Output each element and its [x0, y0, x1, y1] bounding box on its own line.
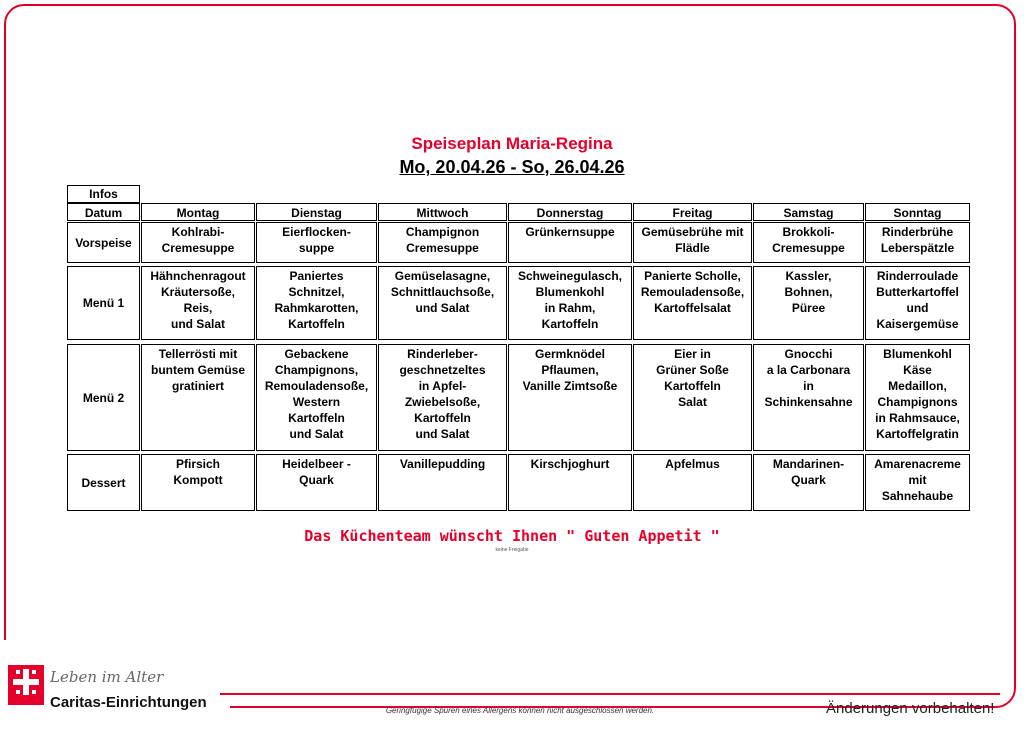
- menu-cell: [378, 454, 507, 511]
- cell-line: Eier in: [674, 347, 711, 361]
- menu-cell: [508, 344, 632, 451]
- slogan: Leben im Alter: [50, 668, 164, 686]
- cell-line: Tellerrösti mit: [158, 347, 238, 361]
- cell-line: Apfelmus: [665, 457, 720, 471]
- caritas-logo-icon: [8, 665, 44, 705]
- cell-line: Grüner Soße: [656, 363, 729, 377]
- menu-cell: [508, 454, 632, 511]
- menu-cell: [141, 344, 255, 451]
- cell-line: Quark: [791, 473, 826, 487]
- cell-line: und Salat: [415, 301, 470, 315]
- menu-cell: [256, 344, 377, 451]
- cell-line: und Salat: [415, 427, 470, 441]
- menu-cell: [378, 344, 507, 451]
- cell-line: Western: [292, 395, 341, 409]
- cell-line: a la Carbonara: [766, 363, 851, 377]
- row-label: Vorspeise: [67, 222, 140, 263]
- menu-cell: [378, 266, 507, 340]
- cell-line: und Salat: [170, 317, 225, 331]
- menu-cell: [256, 222, 377, 263]
- day-header-samstag: Samstag: [753, 203, 864, 221]
- cell-line: Panierte Scholle,: [644, 269, 741, 283]
- cell-line: in: [803, 379, 814, 393]
- cell-line: Kartoffeln: [414, 411, 471, 425]
- day-header-dienstag: Dienstag: [256, 203, 377, 221]
- cell-line: Kohlrabi-: [171, 225, 225, 239]
- date-header: Datum: [67, 203, 140, 221]
- cell-line: Kirschjoghurt: [530, 457, 610, 471]
- cell-line: Rinderbrühe: [881, 225, 954, 239]
- menu-cell: [753, 222, 864, 263]
- menu-cell: [865, 344, 970, 451]
- cell-line: Reis,: [183, 301, 213, 315]
- menu-cell: [633, 344, 752, 451]
- cell-line: Pflaumen,: [541, 363, 599, 377]
- small-note: keine Freigabe: [495, 547, 529, 553]
- cell-line: Schnittlauchsoße,: [390, 285, 495, 299]
- cell-line: buntem Gemüse: [150, 363, 246, 377]
- cell-line: Rahmkarotten,: [274, 301, 359, 315]
- cell-line: Gnocchi: [784, 347, 833, 361]
- cell-line: Gebackene: [284, 347, 349, 361]
- cell-line: Salat: [678, 395, 707, 409]
- menu-cell: [378, 222, 507, 263]
- cell-line: Gemüselasagne,: [394, 269, 491, 283]
- cell-line: Gemüsebrühe mit: [641, 225, 744, 239]
- infos-label: Infos: [67, 185, 140, 203]
- cell-line: Käse: [903, 363, 932, 377]
- cell-line: Kassler,: [785, 269, 832, 283]
- greeting: Das Küchenteam wünscht Ihnen " Guten Appetit ": [304, 527, 720, 545]
- menu-cell: [865, 266, 970, 340]
- cell-line: Cremesuppe: [772, 241, 845, 255]
- menu-cell: [753, 454, 864, 511]
- allergen-note: Geringfügige Spuren eines Allergens können nicht ausgeschlossen werden.: [385, 706, 655, 715]
- cell-line: Vanillepudding: [399, 457, 486, 471]
- day-header-montag: Montag: [141, 203, 255, 221]
- cell-line: Grünkernsuppe: [525, 225, 615, 239]
- menu-cell: [865, 222, 970, 263]
- row-label: Dessert: [67, 454, 140, 511]
- menu-cell: [256, 266, 377, 340]
- cell-line: Mandarinen-: [772, 457, 845, 471]
- day-header-mittwoch: Mittwoch: [378, 203, 507, 221]
- frame-bottom-line: [220, 693, 1000, 695]
- cell-line: Schweinegulasch,: [517, 269, 623, 283]
- menu-cell: [508, 222, 632, 263]
- week-dates: Mo, 20.04.26 - So, 26.04.26: [399, 157, 625, 177]
- cell-line: Schinkensahne: [764, 395, 853, 409]
- brand-name: Caritas-Einrichtungen: [50, 694, 207, 711]
- menu-cell: [753, 266, 864, 340]
- cell-line: Brokkoli-: [782, 225, 835, 239]
- cell-line: Germknödel: [534, 347, 606, 361]
- cell-line: in Rahm,: [544, 301, 596, 315]
- cell-line: gratiniert: [171, 379, 224, 393]
- cell-line: Quark: [299, 473, 334, 487]
- day-header-donnerstag: Donnerstag: [508, 203, 632, 221]
- cell-line: Medaillon,: [888, 379, 947, 393]
- day-header-sonntag: Sonntag: [865, 203, 970, 221]
- menu-cell: [753, 344, 864, 451]
- menu-cell: [508, 266, 632, 340]
- cell-line: Kartoffeln: [288, 317, 345, 331]
- cell-line: Champignon: [405, 225, 480, 239]
- changes-note: Änderungen vorbehalten!: [826, 700, 995, 717]
- cell-line: Eierflocken-: [282, 225, 351, 239]
- cell-line: suppe: [298, 241, 335, 255]
- cell-line: Rinderroulade: [876, 269, 959, 283]
- row-label: Menü 1: [67, 266, 140, 340]
- menu-cell: [865, 454, 970, 511]
- cell-line: Püree: [791, 301, 826, 315]
- cell-line: Heidelbeer -: [282, 457, 351, 471]
- cell-line: Blumenkohl: [883, 347, 952, 361]
- menu-cell: [256, 454, 377, 511]
- cell-line: Sahnehaube: [881, 489, 954, 503]
- cell-line: Remouladensoße,: [640, 285, 745, 299]
- menu-cell: [633, 222, 752, 263]
- cell-line: mit: [908, 473, 927, 487]
- cell-line: Pfirsich: [175, 457, 220, 471]
- menu-title: Speiseplan Maria-Regina: [411, 134, 613, 153]
- cell-line: Butterkartoffel: [876, 285, 959, 299]
- cell-line: Champignons,: [274, 363, 359, 377]
- row-label: Menü 2: [67, 344, 140, 451]
- cell-line: und: [906, 301, 929, 315]
- cell-line: Champignons: [877, 395, 958, 409]
- cell-line: Cremesuppe: [406, 241, 479, 255]
- cell-line: Rinderleber-: [407, 347, 478, 361]
- cell-line: Schnitzel,: [288, 285, 345, 299]
- menu-cell: [141, 454, 255, 511]
- cell-line: Blumenkohl: [535, 285, 605, 299]
- cell-line: Amarenacreme: [874, 457, 961, 471]
- cell-line: und Salat: [289, 427, 344, 441]
- cell-line: Hähnchenragout: [150, 269, 246, 283]
- menu-cell: [141, 266, 255, 340]
- cell-line: in Rahmsauce,: [875, 411, 960, 425]
- cell-line: Zwiebelsoße,: [404, 395, 481, 409]
- menu-cell: [141, 222, 255, 263]
- cell-line: Remouladensoße,: [264, 379, 369, 393]
- cell-line: Leberspätzle: [880, 241, 955, 255]
- cell-line: Kartoffelsalat: [654, 301, 731, 315]
- cell-line: Kartoffeln: [664, 379, 721, 393]
- cell-line: Flädle: [675, 241, 710, 255]
- day-header-freitag: Freitag: [633, 203, 752, 221]
- cell-line: in Apfel-: [418, 379, 467, 393]
- cell-line: Vanille Zimtsoße: [522, 379, 618, 393]
- cell-line: Kräutersoße,: [160, 285, 236, 299]
- menu-cell: [633, 266, 752, 340]
- cell-line: Bohnen,: [784, 285, 833, 299]
- logo-caption: caritas: [15, 707, 37, 714]
- cell-line: Kaisergemüse: [876, 317, 959, 331]
- cell-line: Kartoffeln: [541, 317, 599, 331]
- cell-line: Kartoffelgratin: [876, 427, 959, 441]
- cell-line: geschnetzeltes: [399, 363, 486, 377]
- cell-line: Kompott: [173, 473, 223, 487]
- cell-line: Kartoffeln: [288, 411, 345, 425]
- menu-cell: [633, 454, 752, 511]
- cell-line: Paniertes: [289, 269, 344, 283]
- cell-line: Cremesuppe: [161, 241, 235, 255]
